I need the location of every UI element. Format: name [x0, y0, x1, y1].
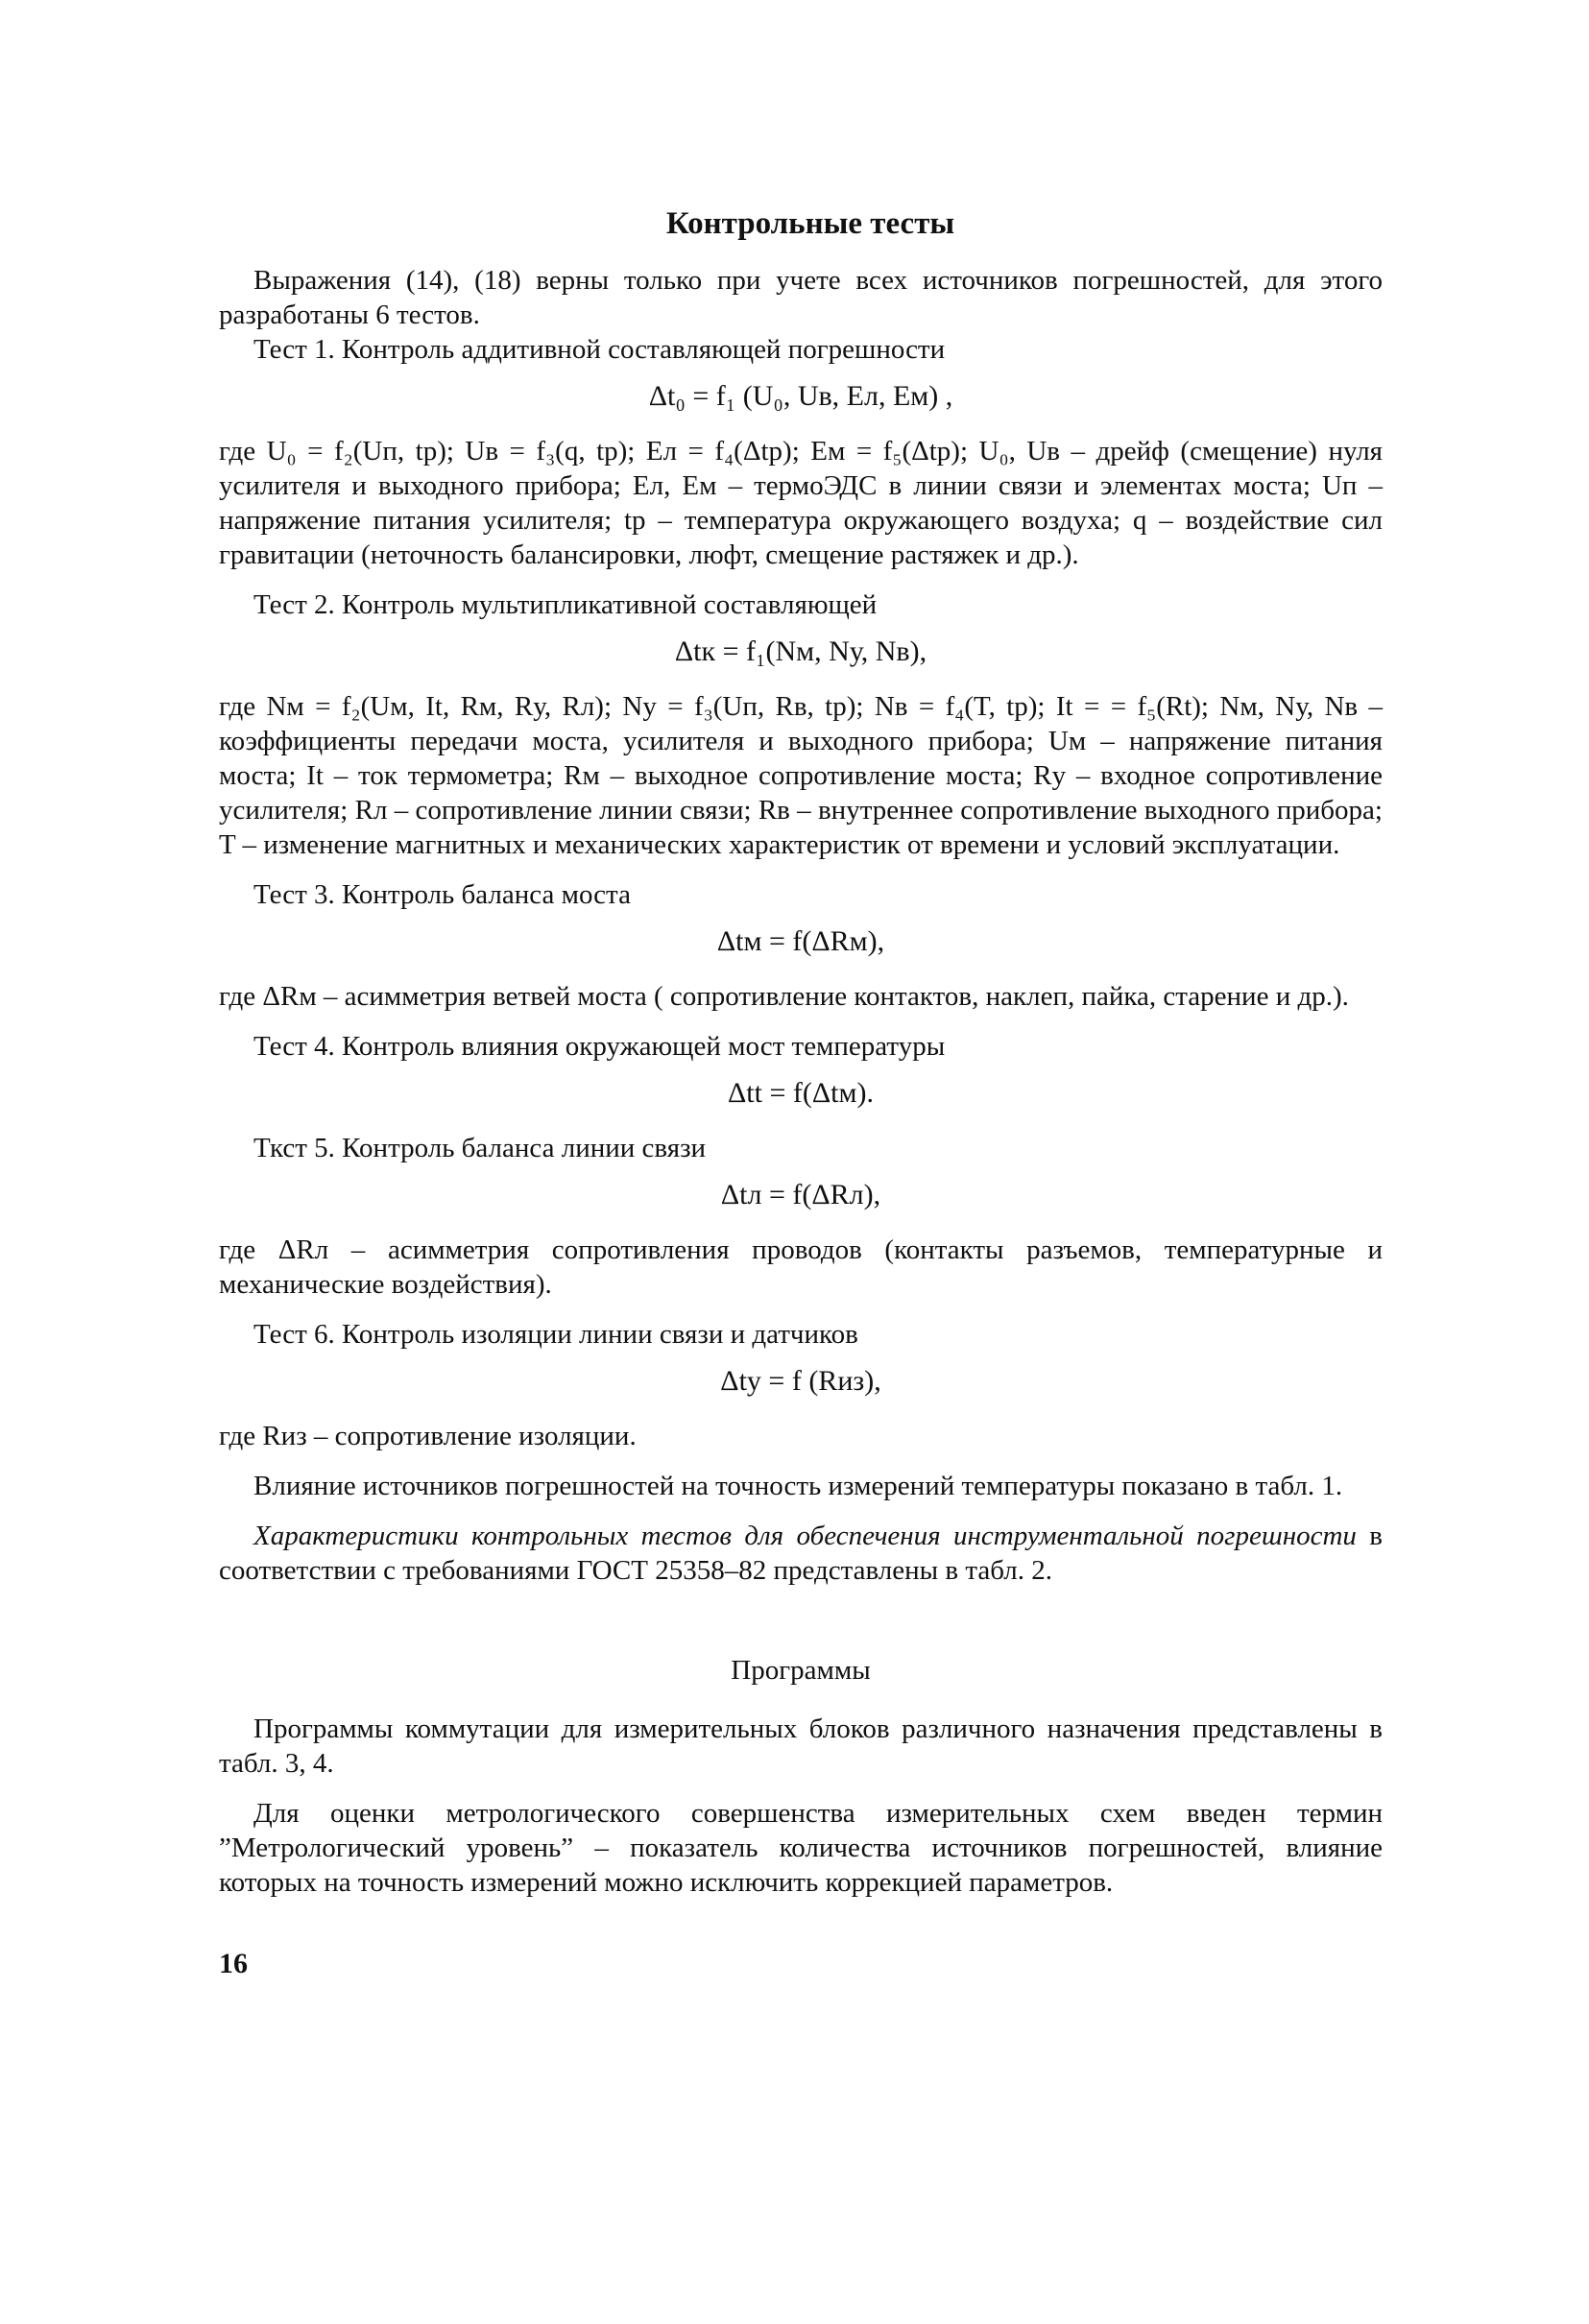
test3-heading: Тест 3. Контроль баланса моста	[253, 879, 631, 910]
conclusion-italic-text: Характеристики контрольных тестов для обеспечения инструментальной погрешности	[253, 1521, 1357, 1551]
test1-description: где U₀ = f₂(Uп, tр); Uв = f₃(q, tр); Eл = f₄(Δtр); Eм = f₅(Δtр); U₀, Uв – дрейф (смещение) нуля усилителя и выходного прибора; Eл, Eм – термоЭДС в линии связи и элементах моста; Uп – напряжение питания усилителя; tр – температура окружающего воздуха; q – воздействие сил гравитации (неточность балансировки, люфт, смещение растяжек и др.).	[219, 436, 1383, 570]
test4-heading: Тест 4. Контроль влияния окружающей мост температуры	[253, 1031, 946, 1062]
intro-paragraph: Выражения (14), (18) верны только при учете всех источников погрешностей, для этого разработаны 6 тестов.	[219, 265, 1383, 330]
page-title: Контрольные тесты	[665, 206, 955, 241]
test6-formula: Δtу = f (Rиз),	[720, 1365, 881, 1397]
programs-paragraph-2: Для оценки метрологического совершенства измерительных схем введен термин ”Метрологический уровень” – показатель количества источников погрешностей, влияние которых на точность измерений можно исключить коррекцией параметров.	[219, 1798, 1383, 1898]
test5-description: где ΔRл – асимметрия сопротивления проводов (контакты разъемов, температурные и механические воздействия).	[219, 1234, 1383, 1300]
test6-heading: Тест 6. Контроль изоляции линии связи и датчиков	[253, 1319, 858, 1350]
conclusion-paragraph-1: Влияние источников погрешностей на точность измерений температуры показано в табл. 1.	[253, 1471, 1343, 1501]
page-number: 16	[219, 1948, 248, 1979]
conclusion-paragraph-2	[219, 1519, 1383, 1588]
test1-heading: Тест 1. Контроль аддитивной составляющей погрешности	[253, 334, 946, 365]
conclusion-rest-text: в соответствии с требованиями ГОСТ 25358–82 представлены в табл. 2.	[219, 1521, 1383, 1586]
test1-formula: Δt₀ = f₁ (U₀, Uв, Eл, Eм) ,	[648, 380, 953, 412]
test3-description: где ΔRм – асимметрия ветвей моста ( сопротивление контактов, наклеп, пайка, старение и др.).	[219, 981, 1349, 1012]
test5-formula: Δtл = f(ΔRл),	[720, 1179, 881, 1210]
test3-formula: Δtм = f(ΔRм),	[716, 925, 885, 957]
test5-heading: Ткст 5. Контроль баланса линии связи	[253, 1133, 707, 1163]
programs-paragraph-1: Программы коммутации для измерительных блоков различного назначения представлены в табл. 3, 4.	[219, 1713, 1383, 1779]
test2-description: где Nм = f₂(Uм, It, Rм, Rу, Rл); Nу = f₃(Uп, Rв, tр); Nв = f₄(T, tр); It = = f₅(Rt); Nм, Nу, Nв – коэффициенты передачи моста, усилителя и выходного прибора; Uм – напряжение питания моста; It – ток термометра; Rм – выходное сопротивление моста; Rу – входное сопротивление усилителя; Rл – сопротивление линии связи; Rв – внутреннее сопротивление выходного прибора; T – изменение магнитных и механических характеристик от времени и условий эксплуатации.	[219, 691, 1383, 860]
programs-heading: Программы	[731, 1655, 871, 1686]
test6-description: где Rиз – сопротивление изоляции.	[219, 1421, 637, 1451]
test4-formula: Δtt = f(Δtм).	[728, 1077, 874, 1109]
test2-heading: Тест 2. Контроль мультипликативной составляющей	[253, 589, 878, 620]
test2-formula: Δtк = f₁(Nм, Nу, Nв),	[674, 635, 927, 667]
